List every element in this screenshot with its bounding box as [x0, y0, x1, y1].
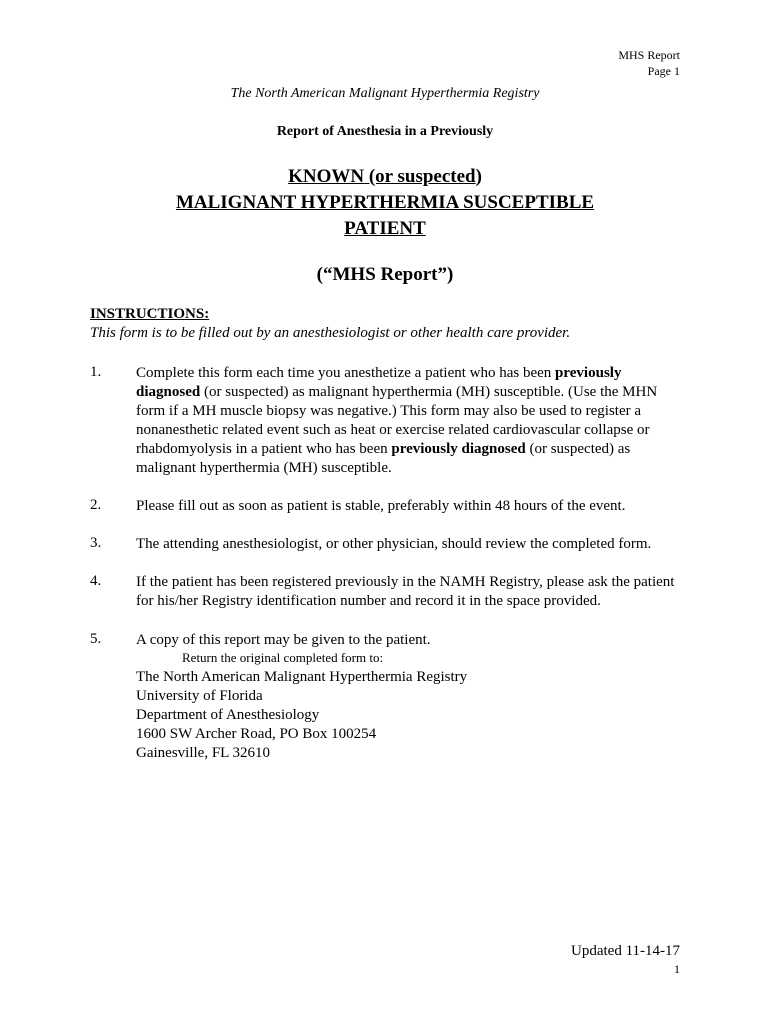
header-page-label: Page 1 — [647, 64, 680, 78]
item-1-line-5 — [136, 440, 630, 460]
instructions-intro: This form is to be filled out by an anesthesiologist or other health care provider. — [90, 325, 571, 341]
title-line-2: MALIGNANT HYPERTHERMIA SUSCEPTIBLE — [175, 192, 595, 213]
title-line-1-tail: ) — [475, 166, 482, 187]
item-4-number: 4. — [90, 573, 102, 589]
item-5-text: A copy of this report may be given to the patient. — [136, 632, 431, 648]
page-number: 1 — [674, 962, 680, 976]
item-4-line-2: for his/her Registry identification number and record it in the space provided. — [136, 593, 601, 609]
item-1-line-1 — [136, 364, 621, 384]
item-1-line-2-bold: diagnosed — [136, 384, 201, 400]
item-1-line-6: malignant hyperthermia (MH) susceptible. — [136, 460, 392, 476]
item-1-number: 1. — [90, 364, 102, 380]
item-3-number: 3. — [90, 535, 102, 551]
instructions-heading: INSTRUCTIONS: — [90, 306, 210, 322]
report-short-name: (“MHS Report”) — [316, 264, 454, 285]
address-line-5: Gainesville, FL 32610 — [136, 745, 271, 761]
item-4-line-1: If the patient has been registered previously in the NAMH Registry, please ask the patient — [136, 574, 675, 590]
item-1-line-2-text: (or suspected) as malignant hyperthermia (MH) susceptible. (Use the MHN — [200, 384, 658, 400]
report-subtitle: Report of Anesthesia in a Previously — [276, 124, 494, 139]
title-line-1-underlined: KNOWN (or suspected — [288, 166, 476, 187]
registry-title: The North American Malignant Hyperthermia Registry — [230, 86, 540, 101]
item-1-line-2 — [136, 383, 657, 403]
updated-date: Updated 11-14-17 — [571, 943, 680, 959]
address-line-3: Department of Anesthesiology — [136, 707, 320, 723]
item-3-text: The attending anesthesiologist, or other physician, should review the completed form. — [136, 536, 652, 552]
item-1-line-1-text: Complete this form each time you anesthetize a patient who has been — [136, 365, 556, 381]
item-1-line-1-bold: previously — [555, 365, 622, 381]
address-line-2: University of Florida — [136, 688, 263, 704]
item-1-line-5-bold: previously diagnosed — [391, 441, 526, 457]
item-1-line-3: form if a MH muscle biopsy was negative.) This form may also be used to register a — [136, 403, 642, 419]
address-line-1: The North American Malignant Hyperthermia Registry — [136, 669, 468, 685]
item-2-number: 2. — [90, 497, 102, 513]
return-note: Return the original completed form to: — [182, 650, 384, 665]
title-line-1 — [0, 166, 770, 188]
title-line-3: PATIENT — [344, 218, 426, 239]
item-1-line-4: nonanesthetic related event such as heat or exercise related cardiovascular collapse or — [136, 422, 650, 438]
item-1-line-5-text: rhabdomyolysis in a patient who has been — [136, 441, 392, 457]
address-line-4: 1600 SW Archer Road, PO Box 100254 — [136, 726, 377, 742]
header-report-name: MHS Report — [618, 48, 680, 62]
item-1-line-5-tail: (or suspected) as — [525, 441, 631, 457]
item-2-text: Please fill out as soon as patient is stable, preferably within 48 hours of the event. — [136, 498, 626, 514]
item-5-number: 5. — [90, 631, 102, 647]
